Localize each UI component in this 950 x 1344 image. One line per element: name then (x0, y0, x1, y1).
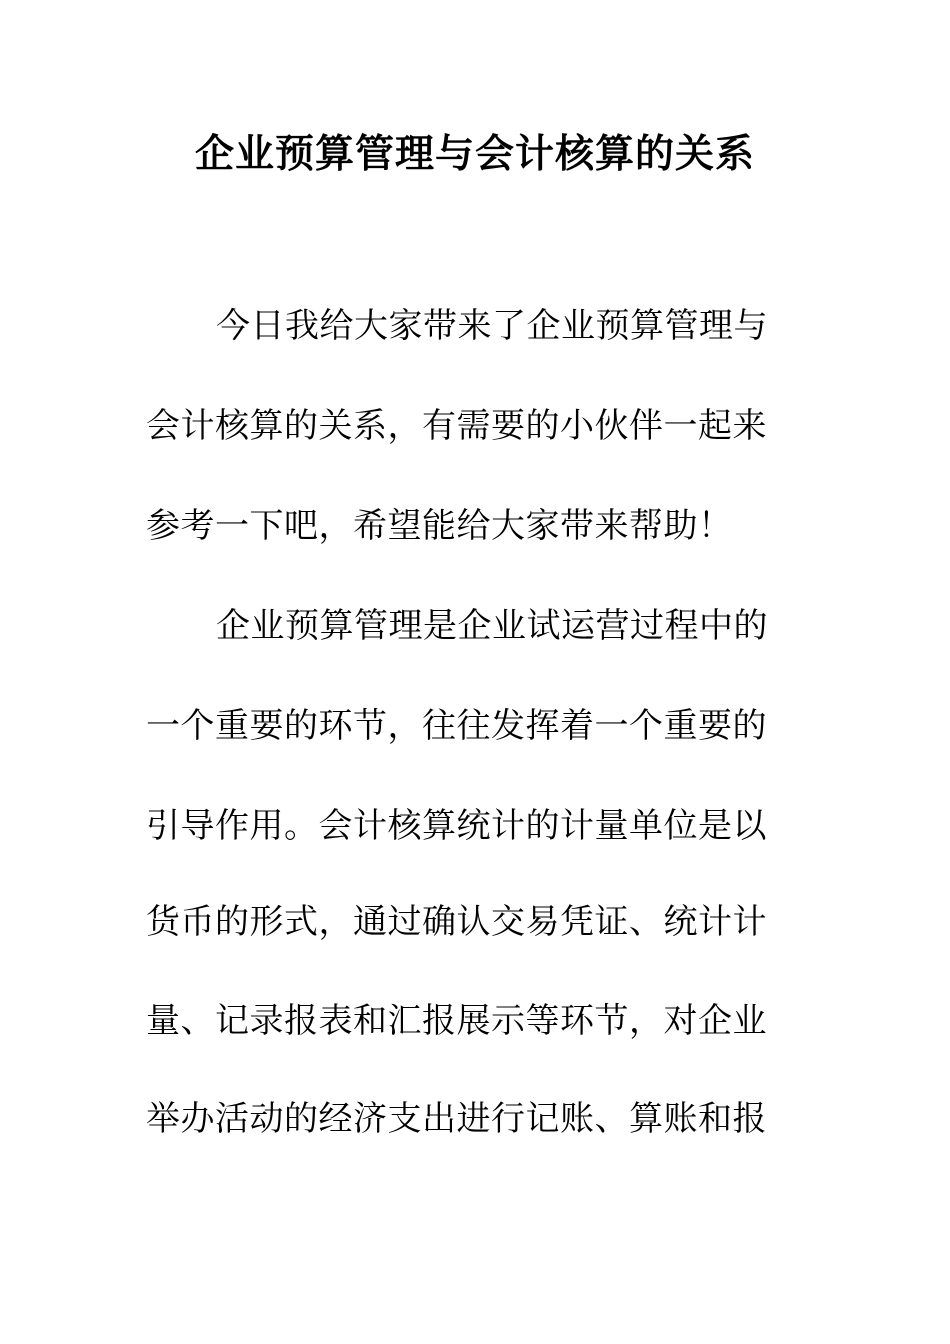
paragraph-line: 引导作用。会计核算统计的计量单位是以 (146, 806, 767, 846)
paragraph-line: 会计核算的关系，有需要的小伙伴一起来 (146, 406, 767, 446)
paragraph-line: 举办活动的经济支出进行记账、算账和报 (146, 1099, 767, 1139)
paragraph-line: 一个重要的环节，往往发挥着一个重要的 (146, 706, 767, 746)
paragraph-line: 企业预算管理是企业试运营过程中的 (216, 606, 768, 646)
document-title: 企业预算管理与会计核算的关系 (194, 131, 755, 177)
paragraph-line: 量、记录报表和汇报展示等环节，对企业 (146, 1001, 767, 1041)
paragraph-line: 今日我给大家带来了企业预算管理与 (216, 306, 768, 346)
paragraph-line: 参考一下吧，希望能给大家带来帮助！ (146, 506, 733, 546)
paragraph-line: 货币的形式，通过确认交易凭证、统计计 (146, 902, 767, 942)
